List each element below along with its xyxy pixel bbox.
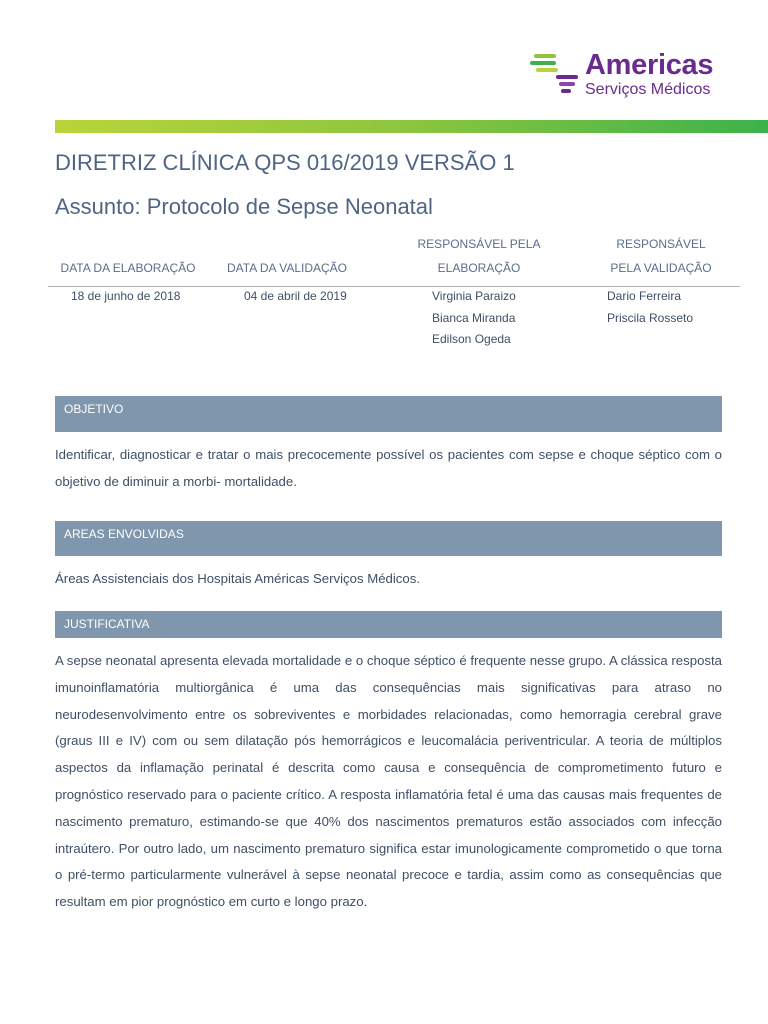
section-heading-areas: AREAS ENVOLVIDAS [55,521,722,556]
validation-person: Dario Ferreira [607,289,682,303]
elaboration-person: Edilson Ogeda [432,332,511,346]
brand-tagline: Serviços Médicos [585,81,711,98]
section-text-areas: Áreas Assistenciais dos Hospitais Américas Serviços Médicos. [55,571,420,586]
document-title: DIRETRIZ CLÍNICA QPS 016/2019 VERSÃO 1 [55,150,515,175]
header-gradient-bar [55,120,768,133]
header-responsible-validation [590,232,732,280]
section-heading-objetivo: OBJETIVO [55,396,722,432]
section-text-objetivo: Identificar, diagnosticar e tratar o mais precocemente possível os pacientes com sepse e choque séptico com o objetivo de diminuir a morbi- mortalidade. [55,447,722,489]
elaboration-date-value: 18 de junho de 2018 [71,289,181,303]
header-elaboration-date: DATA DA ELABORAÇÃO [60,261,196,275]
validation-people [607,286,693,329]
section-text-justificativa: A sepse neonatal apresenta elevada mortalidade e o choque séptico é frequente nesse grupo. A clássica resposta imunoinflamatória multiorgânica é uma das consequências mais significativas para atraso no neurodesenvolvimento entre os sobreviventes e morbidades relacionadas, como hemorragia cerebral grave (graus III e IV) com ou sem dilatação pós hemorrágicos e leucomalácia periventricular. A teoria de múltiplos aspectos da inflamação perinatal é descrita como causa e consequência de comprometimento futuro e prognóstico reservado para o paciente crítico. A resposta inflamatória fetal é uma das causas mais frequentes de nascimento prematuro, estimando-se que 40% dos nascimentos prematuros estão associados com infecção intraútero. Por outro lado, um nascimento prematuro significa estar imunologicamente comprometido o que torna o pré-termo particularmente vulnerável à sepse neonatal precoce e tardia, assim como as consequências que resultam em pior prognóstico em curto e longo prazo. [55,653,722,910]
header-responsible-validation-line2: PELA VALIDAÇÃO [610,261,712,275]
header-validation-date: DATA DA VALIDAÇÃO [226,261,348,275]
brand-logo [528,48,728,102]
validation-date-value: 04 de abril de 2019 [244,289,347,303]
validation-person: Priscila Rosseto [607,310,694,325]
header-responsible-elaboration [400,232,558,280]
document-subject: Assunto: Protocolo de Sepse Neonatal [55,194,433,219]
header-responsible-validation-line1: RESPONSÁVEL [616,237,706,251]
brand-name: Americas [585,49,714,81]
elaboration-people [432,286,516,351]
elaboration-person: Virginia Paraizo [432,289,516,303]
header-responsible-elaboration-line1: RESPONSÁVEL PELA [417,237,541,251]
elaboration-person: Bianca Miranda [432,310,516,325]
section-heading-justificativa: JUSTIFICATIVA [55,611,722,638]
header-responsible-elaboration-line2: ELABORAÇÃO [437,261,521,275]
logo-mark-icon [528,48,584,98]
